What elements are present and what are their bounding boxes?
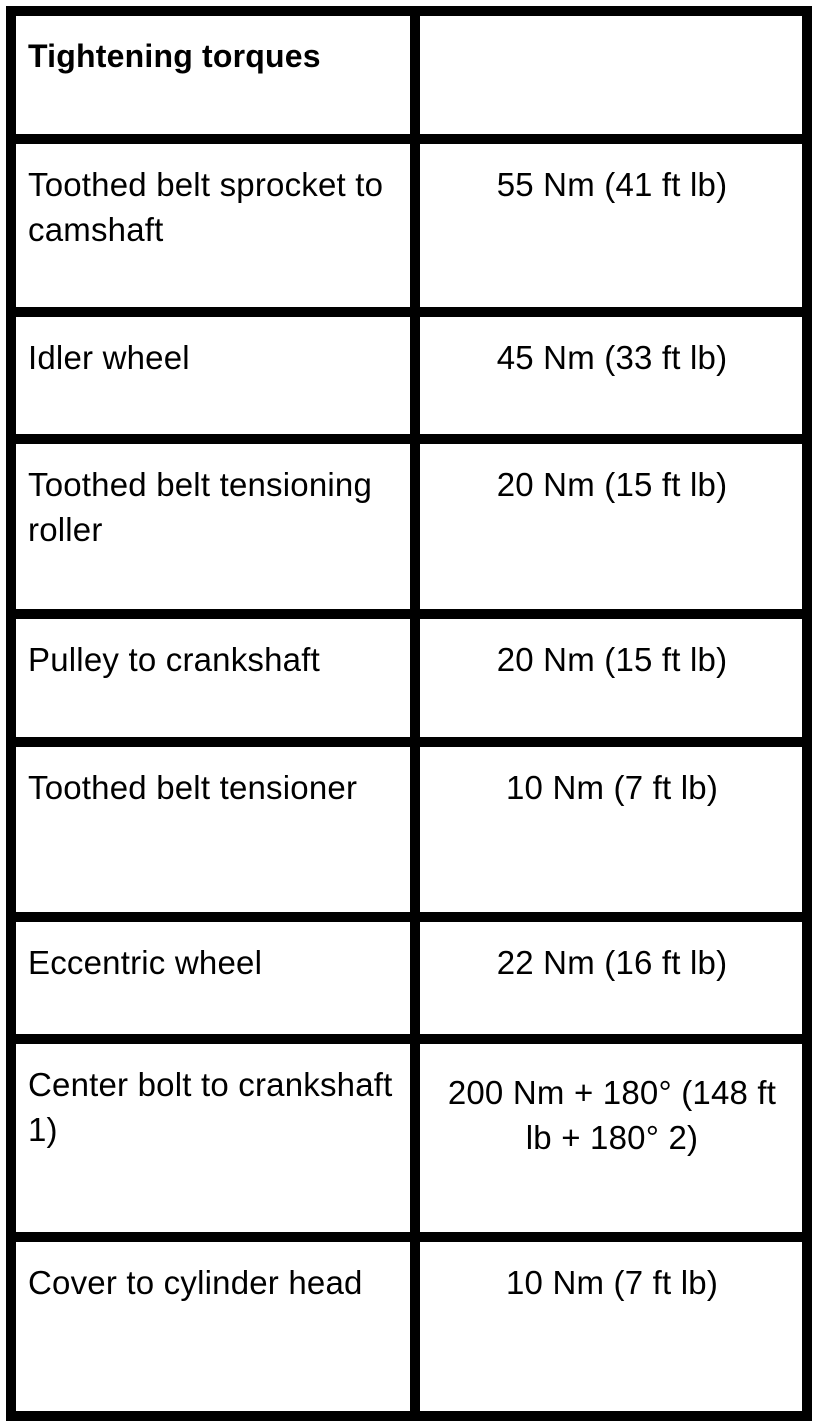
torque-cell: 22 Nm (16 ft lb) <box>415 917 807 1039</box>
table-row <box>11 614 807 742</box>
table-heading-value <box>415 11 807 139</box>
part-cell: Pulley to crankshaft <box>11 614 415 742</box>
table-row <box>11 1237 807 1416</box>
part-cell: Cover to cylinder head <box>11 1237 415 1416</box>
part-cell: Center bolt to crankshaft 1) <box>11 1039 415 1237</box>
tightening-torques-table <box>6 6 812 1421</box>
torque-cell: 55 Nm (41 ft lb) <box>415 139 807 312</box>
table-row <box>11 439 807 614</box>
table-header-row <box>11 11 807 139</box>
torque-cell: 10 Nm (7 ft lb) <box>415 742 807 917</box>
part-cell: Toothed belt sprocket to camshaft <box>11 139 415 312</box>
table-row <box>11 139 807 312</box>
part-cell: Eccentric wheel <box>11 917 415 1039</box>
table-row <box>11 742 807 917</box>
torque-cell: 45 Nm (33 ft lb) <box>415 312 807 439</box>
torque-cell: 200 Nm + 180° (148 ft lb + 180° 2) <box>415 1039 807 1237</box>
table-row <box>11 917 807 1039</box>
torque-cell: 20 Nm (15 ft lb) <box>415 439 807 614</box>
torque-cell: 20 Nm (15 ft lb) <box>415 614 807 742</box>
part-cell: Toothed belt tensioner <box>11 742 415 917</box>
part-cell: Toothed belt tensioning roller <box>11 439 415 614</box>
torque-cell: 10 Nm (7 ft lb) <box>415 1237 807 1416</box>
part-cell: Idler wheel <box>11 312 415 439</box>
table-row <box>11 1039 807 1237</box>
table-row <box>11 312 807 439</box>
table-heading: Tightening torques <box>11 11 415 139</box>
